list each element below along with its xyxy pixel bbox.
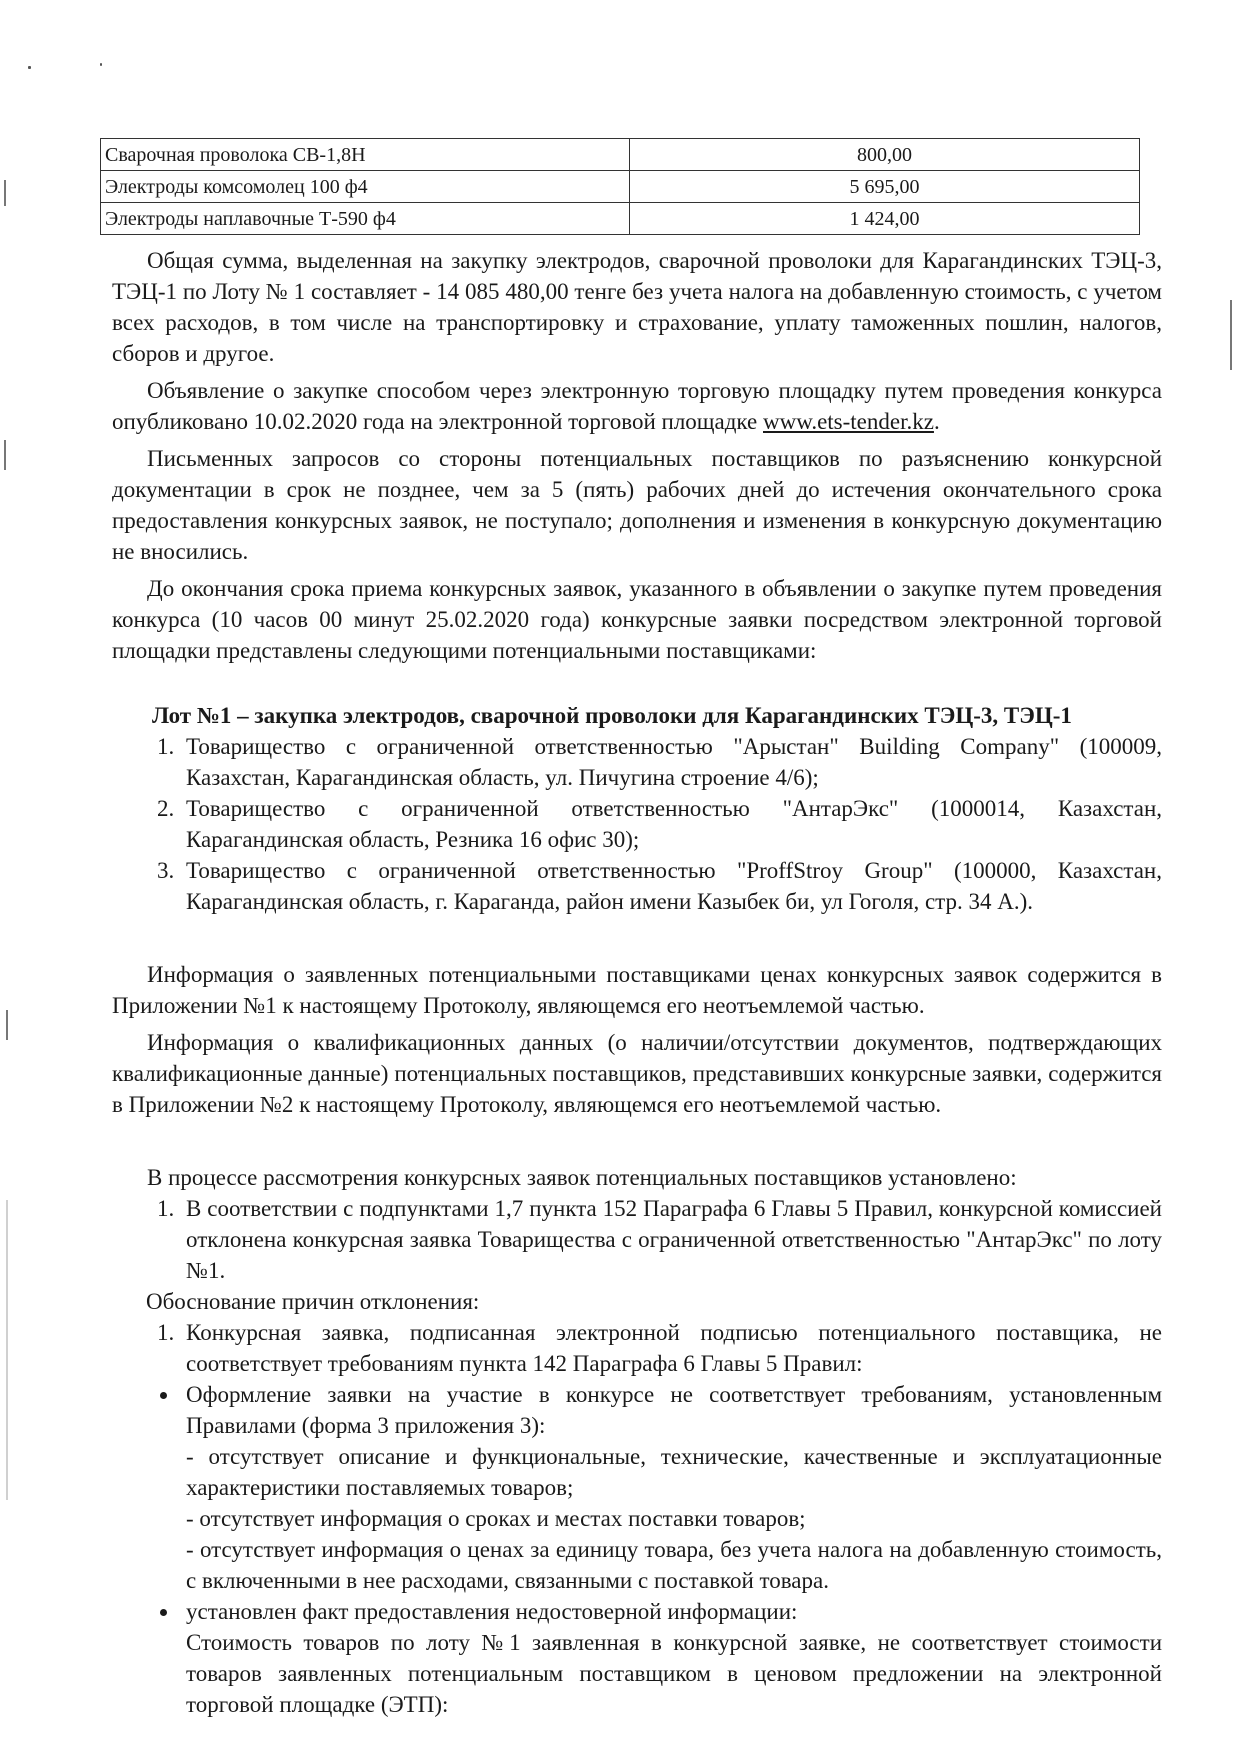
announcement-text: Объявление о закупке способом через электронную торговую площадку путем проведения конкурса опубликовано 10.02.2020 года на электронной торговой площадке <box>112 378 1162 434</box>
requests-paragraph: Письменных запросов со стороны потенциальных поставщиков по разъяснению конкурсной документации в срок не позднее, чем за 5 (пять) рабочих дней до истечения окончательного срока предоставления конкурсных заявок, не поступало; дополнения и изменения в конкурсную документацию не вносились. <box>112 446 1162 564</box>
announcement-paragraph <box>112 375 1162 437</box>
lot-heading: Лот №1 – закупка электродов, сварочной проволоки для Карагандинских ТЭЦ-3, ТЭЦ-1 <box>152 703 1072 728</box>
sub-item: Стоимость товаров по лоту №1 заявленная в конкурсной заявке, не соответствует стоимости товаров заявленных потенциальным поставщиком в ценовом предложении на электронной торговой площадке (ЭТП): <box>186 1630 1162 1717</box>
deadline-paragraph: До окончания срока приема конкурсных заявок, указанного в объявлении о закупке путем проведения конкурса (10 часов 00 минут 25.02.2020 года) конкурсные заявки посредством электронной торговой площадки представлены следующими потенциальными поставщиками: <box>112 576 1162 663</box>
scan-edge-mark <box>4 180 6 206</box>
price-table <box>100 138 1140 235</box>
scan-speck <box>100 63 102 66</box>
grounds-title: Обоснование причин отклонения: <box>146 1289 480 1314</box>
supplier-list <box>112 731 1162 917</box>
item-amount: 1 424,00 <box>630 203 1140 235</box>
list-item: 2. Товарищество с ограниченной ответственностью "АнтарЭкс" (1000014, Казахстан, Карагандинская область, Резника 16 офис 30); <box>180 793 1162 855</box>
list-item: 1. Конкурсная заявка, подписанная электронной подписью потенциального поставщика, не соответствует требованиям пункта 142 Параграфа 6 Главы 5 Правил: <box>180 1317 1162 1379</box>
announcement-end: . <box>933 409 940 434</box>
violations-list <box>112 1379 1162 1720</box>
list-item: 3. Товарищество с ограниченной ответственностью "ProffStroy Group" (100000, Казахстан, Карагандинская область, г. Караганда, район имени Казыбек би, ул Гоголя, стр. 34 А.). <box>180 855 1162 917</box>
scan-edge-mark <box>6 1200 8 1500</box>
scan-edge-mark <box>1230 300 1232 370</box>
list-item <box>180 1379 1162 1596</box>
scan-speck <box>28 66 31 69</box>
bullet-text: Оформление заявки на участие в конкурсе не соответствует требованиям, установленным Правилами (форма 3 приложения 3): <box>186 1382 1162 1438</box>
total-amount-paragraph: Общая сумма, выделенная на закупку электродов, сварочной проволоки для Карагандинских ТЭЦ-3, ТЭЦ-1 по Лоту № 1 составляет - 14 085 480,00 тенге без учета налога на добавленную стоимость, с учетом всех расходов, в том числе на транспортировку и страхование, уплату таможенных пошлин, налогов, сборов и другое. <box>112 248 1162 366</box>
table-row <box>101 171 1140 203</box>
document-body <box>112 245 1162 1720</box>
sub-item: - отсутствует информация о ценах за единицу товара, без учета налога на добавленную стоимость, с включенными в нее расходами, связанными с поставкой товара. <box>186 1537 1162 1593</box>
list-item: 1. В соответствии с подпунктами 1,7 пункта 152 Параграфа 6 Главы 5 Правил, конкурсной комиссией отклонена конкурсная заявка Товарищества с ограниченной ответственностью "АнтарЭкс" по лоту №1. <box>180 1193 1162 1286</box>
qualifications-info-paragraph: Информация о квалификационных данных (о наличии/отсутствии документов, подтверждающих квалификационные данные) потенциальных поставщиков, представивших конкурсные заявки, содержится в Приложении №2 к настоящему Протоколу, являющемся его неотъемлемой частью. <box>112 1030 1162 1117</box>
findings-list <box>112 1193 1162 1286</box>
item-name: Электроды комсомолец 100 ф4 <box>101 171 630 203</box>
item-name: Электроды наплавочные Т-590 ф4 <box>101 203 630 235</box>
bullet-text: установлен факт предоставления недостоверной информации: <box>186 1599 798 1624</box>
scan-edge-mark <box>4 440 6 470</box>
grounds-list <box>112 1317 1162 1379</box>
table-row <box>101 203 1140 235</box>
table-row <box>101 139 1140 171</box>
sub-item: - отсутствует описание и функциональные, технические, качественные и эксплуатационные характеристики поставляемых товаров; <box>186 1444 1162 1500</box>
sub-item: - отсутствует информация о сроках и местах поставки товаров; <box>186 1506 806 1531</box>
list-item <box>180 1596 1162 1720</box>
ets-tender-link[interactable]: www.ets-tender.kz <box>763 409 934 434</box>
scan-edge-mark <box>6 1010 8 1040</box>
review-lead: В процессе рассмотрения конкурсных заявок потенциальных поставщиков установлено: <box>147 1165 1017 1190</box>
item-amount: 5 695,00 <box>630 171 1140 203</box>
item-name: Сварочная проволока СВ-1,8Н <box>101 139 630 171</box>
prices-info-paragraph: Информация о заявленных потенциальными поставщиками ценах конкурсных заявок содержится в Приложении №1 к настоящему Протоколу, являющемся его неотъемлемой частью. <box>112 962 1162 1018</box>
item-amount: 800,00 <box>630 139 1140 171</box>
list-item: 1. Товарищество с ограниченной ответственностью "Арыстан" Building Company" (100009, Казахстан, Карагандинская область, ул. Пичугина строение 4/6); <box>180 731 1162 793</box>
